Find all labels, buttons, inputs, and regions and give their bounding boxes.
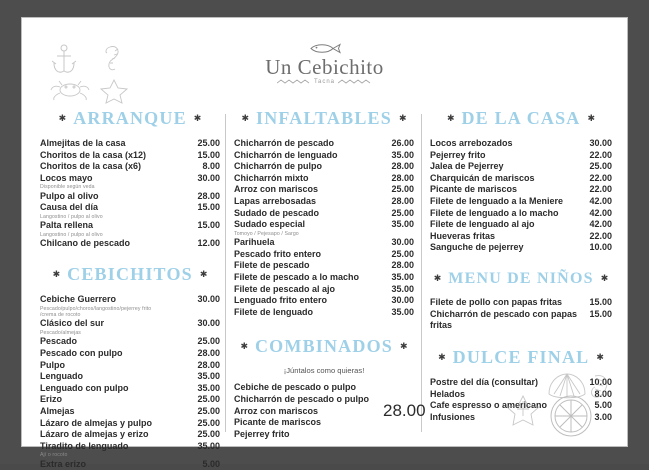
- section-heading: [234, 336, 414, 357]
- menu-item-price: 35.00: [197, 371, 220, 382]
- lemon-slice-icon: [551, 396, 591, 436]
- menu-item-price: 25.00: [589, 161, 612, 172]
- menu-item-price: 35.00: [391, 149, 414, 160]
- menu-item-price: 22.00: [589, 172, 612, 183]
- section-combinados: [234, 336, 426, 440]
- menu-item-price: 35.00: [391, 219, 414, 230]
- menu-item-price: 35.00: [197, 382, 220, 393]
- menu-item-name: Filete de pescado al ajo: [234, 283, 336, 294]
- menu-item: [234, 307, 414, 319]
- menu-item-name: Filete de pescado: [234, 260, 310, 271]
- menu-item: [40, 202, 220, 214]
- menu-item-price: 25.00: [197, 429, 220, 440]
- menu-item-price: 8.00: [202, 161, 220, 172]
- menu-item-name: Pulpo: [40, 359, 65, 370]
- menu-item-list: [40, 138, 220, 250]
- menu-item-name: Chilcano de pescado: [40, 238, 131, 249]
- menu-item: [430, 309, 612, 331]
- menu-item-price: 26.00: [391, 138, 414, 148]
- menu-item-name: Sanguche de pejerrey: [430, 242, 524, 253]
- menu-item-description: Ají o rocoto: [40, 452, 68, 459]
- section-title: CEBICHITOS: [67, 263, 193, 284]
- combinados-note: ¡Júntalos como quieras!: [283, 366, 365, 376]
- menu-item-price: 28.00: [391, 195, 414, 206]
- menu-item: [430, 138, 612, 150]
- section-heading: [234, 108, 414, 129]
- menu-item-name: Chicharrón de pulpo: [234, 161, 323, 172]
- menu-item-name: Palta rellena: [40, 220, 94, 231]
- menu-item-price: 25.00: [197, 405, 220, 416]
- menu-item-list: [234, 382, 375, 440]
- menu-item: [234, 196, 414, 208]
- menu-item: [40, 360, 220, 372]
- menu-item-name: Jalea de Pejerrey: [430, 161, 504, 172]
- menu-item: [40, 161, 220, 173]
- menu-item-price: 42.00: [589, 195, 612, 206]
- menu-item: [40, 173, 220, 185]
- menu-item-name: Pescado: [40, 336, 78, 347]
- menu-item: [234, 150, 414, 162]
- menu-item-name: Charquicán de mariscos: [430, 172, 535, 183]
- section-de-la-casa: [430, 108, 612, 254]
- menu-item-price: 3.00: [594, 411, 612, 422]
- menu-item: [430, 219, 612, 231]
- menu-item-price: 25.00: [391, 207, 414, 218]
- section-title: MENU DE NIÑOS: [448, 269, 594, 287]
- menu-item-name: Cebiche de pescado o pulpo: [234, 382, 357, 393]
- menu-item-price: 30.00: [197, 172, 220, 183]
- menu-item-description: Pescado/almejas: [40, 329, 82, 336]
- menu-item: [430, 242, 612, 254]
- menu-item-name: Sudado de pescado: [234, 207, 320, 218]
- menu-item-price: 15.00: [589, 308, 612, 319]
- menu-item: [40, 406, 220, 418]
- menu-item-name: Pulpo al olivo: [40, 190, 99, 201]
- menu-item: [40, 294, 220, 306]
- menu-item-price: 15.00: [197, 220, 220, 231]
- menu-item: [430, 184, 612, 196]
- menu-item-price: 22.00: [589, 230, 612, 241]
- menu-item-name: Chicharrón de pescado con papas fritas: [430, 308, 578, 330]
- menu-item-price: 35.00: [391, 271, 414, 282]
- menu-item-name: Postre del día (consultar): [430, 376, 539, 387]
- menu-item-price: 28.00: [197, 190, 220, 201]
- star-icon: ✱: [52, 268, 61, 279]
- menu-item-name: Sudado especial: [234, 219, 306, 230]
- menu-item: [40, 383, 220, 395]
- menu-item-price: 10.00: [589, 242, 612, 253]
- menu-item-name: Pejerrey frito: [234, 428, 290, 439]
- menu-item-price: 28.00: [391, 172, 414, 183]
- menu-item-price: 35.00: [391, 306, 414, 317]
- menu-item: [234, 219, 414, 231]
- menu-item-price: 30.00: [391, 237, 414, 248]
- menu-item-price: 25.00: [391, 184, 414, 195]
- brand-subtitle: Tacna: [313, 79, 335, 85]
- decoration-bottom-right: [505, 368, 613, 438]
- menu-item-name: Filete de lenguado a lo macho: [430, 207, 559, 218]
- menu-item: [234, 173, 414, 185]
- crab-icon: [51, 81, 89, 100]
- section-heading: [430, 347, 612, 368]
- menu-item-price: 25.00: [197, 394, 220, 405]
- section-title: DULCE FINAL: [452, 346, 590, 367]
- menu-item-price: 25.00: [197, 417, 220, 428]
- menu-item-name: Pescado frito entero: [234, 248, 322, 259]
- menu-item-name: Choritos de la casa (x12): [40, 149, 147, 160]
- menu-item-name: Lapas arrebosadas: [234, 195, 317, 206]
- menu-item: [40, 318, 220, 330]
- menu-item-price: 5.00: [594, 400, 612, 411]
- menu-item-name: Chicharrón mixto: [234, 172, 309, 183]
- section-title: COMBINADOS: [254, 336, 393, 357]
- menu-item-name: Lenguado frito entero: [234, 295, 327, 306]
- star-icon: ✱: [58, 113, 67, 123]
- menu-item: [40, 238, 220, 250]
- section-heading: [40, 264, 220, 285]
- menu-item-name: Tiradito de lenguado: [40, 440, 129, 451]
- menu-item-name: Causa del día: [40, 202, 99, 213]
- menu-item-name: Chicharrón de pescado: [234, 138, 335, 148]
- menu-item-list: [40, 294, 220, 470]
- spacer: [234, 318, 414, 336]
- star-icon: ✱: [240, 341, 248, 352]
- menu-item-price: 15.00: [589, 296, 612, 307]
- star-icon: ✱: [596, 351, 604, 362]
- menu-item: [40, 138, 220, 150]
- brand-name: Un Cebichito: [265, 55, 384, 79]
- menu-item-price: 28.00: [391, 260, 414, 271]
- menu-item: [234, 260, 414, 272]
- menu-item-price: 42.00: [589, 207, 612, 218]
- section-heading: [40, 108, 220, 129]
- menu-item: [234, 394, 375, 406]
- menu-item: [430, 208, 612, 220]
- menu-item: [40, 191, 220, 203]
- menu-item-price: 10.00: [589, 376, 612, 387]
- section-heading: [430, 108, 612, 129]
- spacer: [430, 254, 612, 270]
- menu-item-name: Arroz con mariscos: [234, 184, 319, 195]
- menu-item: [40, 441, 220, 453]
- menu-item: [234, 208, 414, 220]
- section-arranque: [40, 108, 220, 250]
- menu-item-description: Disponible según veda: [40, 184, 95, 191]
- menu-item-description: /crema de rocoto: [40, 311, 81, 318]
- section-cebichitos: [40, 264, 220, 470]
- menu-item-price: 28.00: [391, 161, 414, 172]
- conch-shell-icon: [592, 376, 607, 398]
- star-icon: ✱: [587, 113, 596, 123]
- menu-item: [40, 429, 220, 441]
- menu-item: [40, 336, 220, 348]
- menu-item: [234, 406, 375, 418]
- menu-item-price: 42.00: [589, 219, 612, 230]
- menu-item-name: Hueveras fritas: [430, 230, 496, 241]
- menu-item: [40, 418, 220, 430]
- menu-item-price: 28.00: [197, 347, 220, 358]
- menu-item-price: 30.00: [197, 318, 220, 329]
- menu-item-name: Locos mayo: [40, 172, 93, 183]
- menu-column-center: [234, 108, 426, 440]
- menu-item: [40, 394, 220, 406]
- menu-item-name: Picante de mariscos: [234, 417, 322, 428]
- menu-item: [40, 150, 220, 162]
- menu-item-name: Chicharrón de lenguado: [234, 149, 338, 160]
- menu-item: [430, 231, 612, 243]
- menu-item-price: 22.00: [589, 149, 612, 160]
- menu-item-name: Filete de lenguado al ajo: [430, 219, 535, 230]
- scallop-shell-icon: [549, 374, 585, 398]
- menu-item: [40, 459, 220, 470]
- menu-item-price: 28.00: [197, 359, 220, 370]
- menu-item: [234, 237, 414, 249]
- menu-item: [430, 196, 612, 208]
- menu-item-price: 15.00: [197, 149, 220, 160]
- section-title: INFALTABLES: [256, 108, 392, 128]
- menu-item-name: Clásico del sur: [40, 318, 105, 329]
- menu-item: [234, 272, 414, 284]
- combinados-body: [234, 382, 426, 440]
- menu-item-name: Picante de mariscos: [430, 184, 518, 195]
- menu-card: [22, 18, 627, 469]
- menu-item-price: 12.00: [197, 238, 220, 249]
- menu-item-list: [430, 297, 612, 331]
- menu-item-price: 5.00: [202, 458, 220, 469]
- menu-item: [430, 173, 612, 185]
- starfish-icon: [507, 396, 539, 425]
- section-heading: [430, 270, 612, 288]
- menu-item-name: Infusiones: [430, 411, 476, 422]
- menu-item: [40, 371, 220, 383]
- menu-item-name: Parihuela: [234, 237, 275, 248]
- spacer: [40, 250, 220, 264]
- fish-icon: [308, 42, 342, 55]
- section-title: ARRANQUE: [73, 108, 187, 128]
- menu-item-name: Arroz con mariscos: [234, 405, 319, 416]
- menu-item: [234, 429, 375, 441]
- seahorse-icon: [106, 47, 118, 70]
- menu-item-price: 25.00: [391, 248, 414, 259]
- section-title: DE LA CASA: [461, 108, 581, 128]
- menu-item-name: Locos arrebozados: [430, 138, 513, 148]
- menu-item-name: Pescado con pulpo: [40, 347, 123, 358]
- column-divider: [225, 114, 226, 432]
- star-icon: ✱: [600, 273, 609, 284]
- menu-item-name: Filete de lenguado: [234, 306, 314, 317]
- menu-item-price: 30.00: [391, 295, 414, 306]
- spacer: [430, 331, 612, 347]
- menu-item-name: Filete de pollo con papas fritas: [430, 296, 563, 307]
- section-infaltables: [234, 108, 414, 318]
- menu-item-name: Erizo: [40, 394, 63, 405]
- section-menu-ninos: [430, 270, 612, 331]
- menu-item-name: Helados: [430, 388, 466, 399]
- menu-column-left: [40, 108, 220, 470]
- menu-item-description: Tomoyo / Pejesapo / Sargo: [234, 230, 299, 237]
- star-icon: ✱: [446, 113, 455, 123]
- menu-item-name: Choritos de la casa (x6): [40, 161, 142, 172]
- menu-item: [234, 417, 375, 429]
- menu-item-description: Langostino / pulpo al olivo: [40, 213, 103, 220]
- menu-item: [234, 295, 414, 307]
- menu-item-name: Lenguado: [40, 371, 83, 382]
- menu-item-name: Extra erizo: [40, 458, 87, 469]
- wave-icon: [338, 79, 372, 85]
- star-icon: ✱: [433, 273, 442, 284]
- menu-item: [234, 284, 414, 296]
- menu-item: [430, 297, 612, 309]
- menu-item-name: Filete de pescado a lo macho: [234, 271, 360, 282]
- menu-item: [234, 382, 375, 394]
- menu-item: [430, 150, 612, 162]
- menu-item-name: Almejitas de la casa: [40, 138, 126, 148]
- menu-item-price: 25.00: [197, 138, 220, 148]
- star-icon: ✱: [241, 113, 250, 123]
- menu-item: [40, 220, 220, 232]
- menu-item: [40, 348, 220, 360]
- menu-item-name: Filete de lenguado a la Meniere: [430, 195, 564, 206]
- menu-item-name: Almejas: [40, 405, 75, 416]
- menu-item: [234, 161, 414, 173]
- star-icon: ✱: [199, 268, 208, 279]
- menu-item-price: 15.00: [197, 202, 220, 213]
- column-divider: [421, 114, 422, 432]
- menu-item-name: Lenguado con pulpo: [40, 382, 129, 393]
- star-icon: ✱: [400, 341, 408, 352]
- menu-item-price: 35.00: [197, 440, 220, 451]
- menu-item-price: 30.00: [197, 293, 220, 304]
- menu-item-price: 30.00: [589, 138, 612, 148]
- menu-item-name: Cebiche Guerrero: [40, 293, 117, 304]
- menu-item-name: Pejerrey frito: [430, 149, 486, 160]
- menu-item: [234, 138, 414, 150]
- menu-item-description: Langostino / pulpo al olivo: [40, 231, 103, 238]
- menu-item: [234, 184, 414, 196]
- menu-item-name: Cafe espresso o americano: [430, 400, 548, 411]
- star-icon: ✱: [438, 351, 446, 362]
- menu-item: [234, 249, 414, 261]
- menu-item: [430, 161, 612, 173]
- menu-item-price: 35.00: [391, 283, 414, 294]
- star-icon: ✱: [398, 113, 407, 123]
- menu-item-name: Lázaro de almejas y pulpo: [40, 417, 153, 428]
- menu-item-description: Pescado/pulpo/choros/langostino/pejerrey frito: [40, 305, 152, 312]
- menu-item-price: 22.00: [589, 184, 612, 195]
- menu-item-price: 8.00: [594, 388, 612, 399]
- starfish-icon: [101, 80, 127, 103]
- menu-item-list: [430, 138, 612, 254]
- anchor-icon: [52, 45, 76, 72]
- menu-item-price: 25.00: [197, 336, 220, 347]
- wave-icon: [277, 79, 311, 85]
- decoration-top-left: [48, 42, 140, 104]
- menu-item-name: Lázaro de almejas y erizo: [40, 429, 149, 440]
- menu-item-name: Chicharrón de pescado o pulpo: [234, 393, 370, 404]
- combinados-price: 28.00: [383, 401, 426, 421]
- star-icon: ✱: [193, 113, 202, 123]
- menu-item-list: [234, 138, 414, 318]
